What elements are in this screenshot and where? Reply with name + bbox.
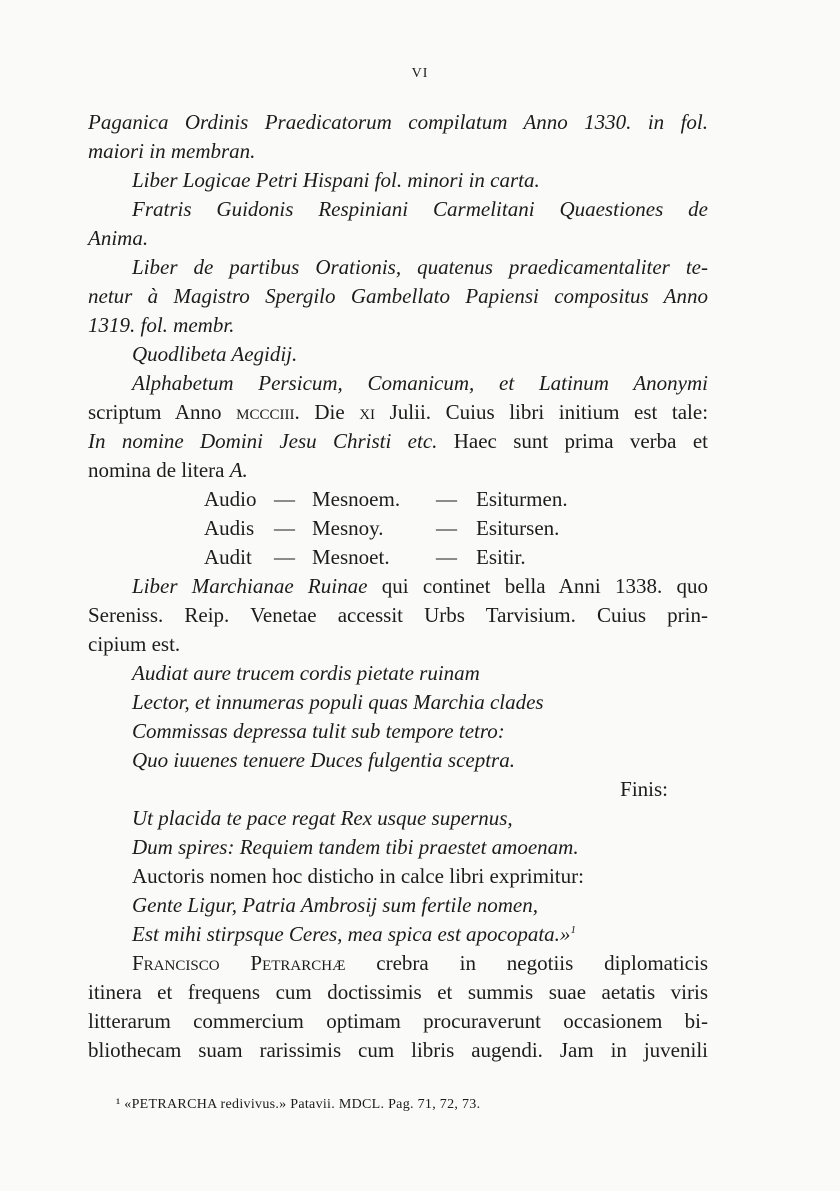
entry-line: netur à Magistro Spergilo Gambellato Papiensi compositus Anno [88,284,708,308]
table-cell: — [274,516,295,540]
entry-line: Liber Logicae Petri Hispani fol. minori in carta. [132,168,540,192]
entry-line: Sereniss. Reip. Venetae accessit Urbs Tarvisium. Cuius prin- [88,603,708,627]
verse-line: Est mihi stirpsque Ceres, mea spica est apocopata.»$^1$ [132,922,576,946]
finis-label: Finis: [620,777,668,801]
verse-block [132,659,708,775]
entry-line: nomina de litera A. [88,458,248,482]
table-cell: — [436,516,457,540]
entry-line: Paganica Ordinis Praedicatorum compilatum Anno 1330. in fol. [88,110,708,134]
table-cell: Mesnoet. [312,545,390,569]
page-number: VI [411,66,429,81]
table-cell: Mesnoy. [312,516,384,540]
table-cell: Esiturmen. [476,487,568,511]
verse-line: Audiat aure trucem cordis pietate ruinam [132,661,480,685]
table-row [204,485,568,514]
verse-block [132,891,708,949]
entry-line: cipium est. [88,632,181,656]
table-cell: Esitir. [476,545,526,569]
entry-line: Auctoris nomen hoc disticho in calce libri exprimitur: [132,864,584,888]
entry-line: Fratris Guidonis Respiniani Carmelitani Quaestiones de [132,197,708,221]
verse-line: Gente Ligur, Patria Ambrosij sum fertile nomen, [132,893,538,917]
entry-line: Liber Marchianae Ruinae qui continet bella Anni 1338. quo [132,574,708,598]
alphabet-table [204,485,568,572]
verse-block [132,804,708,862]
verse-line: Lector, et innumeras populi quas Marchia clades [132,690,544,714]
entry-line: Liber de partibus Orationis, quatenus praedicamentaliter te- [132,255,708,279]
table-row [204,543,568,572]
entry-line: 1319. fol. membr. [88,313,235,337]
entry-line: Francisco Petrarchæ crebra in negotiis diplomaticis [132,951,708,975]
entry-line: Alphabetum Persicum, Comanicum, et Latinum Anonymi [132,371,708,395]
table-cell: — [274,545,295,569]
table-cell: Audit [204,545,252,569]
table-cell: Audis [204,516,255,540]
table-cell: Mesnoem. [312,487,401,511]
entry-line: In nomine Domini Jesu Christi etc. Haec sunt prima verba et [88,429,708,453]
table-row [204,514,568,543]
table-cell: — [274,487,295,511]
entry-line: Quodlibeta Aegidij. [132,342,298,366]
entry-line: scriptum Anno mccciii. Die xi Julii. Cuius libri initium est tale: [88,400,709,424]
entry-line: bliothecam suam rarissimis cum libris augendi. Jam in juvenili [88,1038,708,1062]
verse-line: Ut placida te pace regat Rex usque supernus, [132,806,513,830]
entry-line: litterarum commercium optimam procuraverunt occasionem bi- [88,1009,708,1033]
table-cell: Audio [204,487,257,511]
entry-line: Anima. [88,226,149,250]
footnote: ¹ «PETRARCHA redivivus.» Patavii. MDCL. Pag. 71, 72, 73. [116,1097,481,1112]
verse-line: Quo iuuenes tenuere Duces fulgentia sceptra. [132,748,515,772]
entry-line: itinera et frequens cum doctissimis et summis suae aetatis viris [88,980,708,1004]
entry-line: maiori in membran. [88,139,256,163]
table-cell: Esitursen. [476,516,560,540]
table-cell: — [436,545,457,569]
verse-line: Dum spires: Requiem tandem tibi praestet amoenam. [132,835,579,859]
verse-line: Commissas depressa tulit sub tempore tetro: [132,719,505,743]
footnote-marker: 1 [570,924,576,936]
body-text [88,108,708,1065]
table-cell: — [436,487,457,511]
